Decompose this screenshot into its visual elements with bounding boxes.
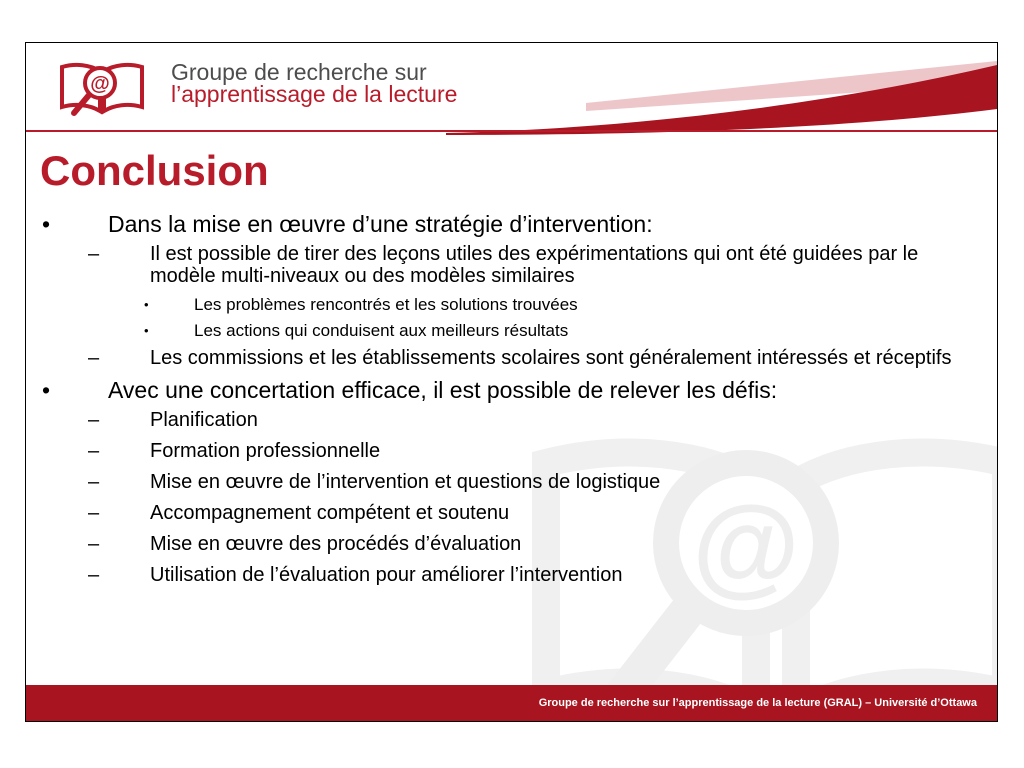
bullet-text: Les actions qui conduisent aux meilleurs résultats	[194, 321, 569, 340]
bullet-marker: •	[144, 323, 149, 338]
bullet-level2	[26, 440, 986, 462]
svg-text:@: @	[692, 484, 800, 607]
bullet-marker: –	[88, 347, 100, 369]
bullet-text: Les problèmes rencontrés et les solutions trouvées	[194, 295, 578, 314]
slide	[25, 42, 998, 722]
bullet-text: Dans la mise en œuvre d’une stratégie d’intervention:	[108, 211, 653, 237]
bullet-marker: •	[42, 211, 51, 237]
bullet-marker: –	[88, 564, 100, 586]
organization-name-line2: l’apprentissage de la lecture	[171, 81, 458, 107]
slide-title: Conclusion	[40, 147, 269, 194]
bullet-marker: –	[88, 243, 100, 265]
bullet-marker: •	[42, 377, 51, 403]
bullet-list	[26, 211, 986, 595]
bullet-marker: –	[88, 471, 100, 493]
bullet-level2	[26, 243, 986, 287]
bullet-level1	[26, 211, 986, 237]
bullet-text: Formation professionnelle	[150, 440, 381, 462]
bullet-level2	[26, 564, 986, 586]
bullet-level3	[26, 321, 986, 341]
bullet-text: Utilisation de l’évaluation pour améliorer l’intervention	[150, 564, 623, 586]
bullet-level2	[26, 409, 986, 431]
footer-bar	[26, 685, 997, 721]
bullet-level2	[26, 471, 986, 493]
bullet-marker: –	[88, 533, 100, 555]
bullet-text: Il est possible de tirer des leçons utiles des expérimentations qui ont été guidées par le modèle multi-niveaux ou des modèles similaires	[150, 243, 919, 287]
svg-text:@: @	[90, 73, 110, 95]
footer-text: Groupe de recherche sur l’apprentissage de la lecture (GRAL) – Université d’Ottawa	[538, 697, 977, 709]
gral-logo-icon	[54, 55, 150, 121]
bullet-text: Planification	[150, 409, 258, 431]
bullet-level2	[26, 533, 986, 555]
bullet-marker: –	[88, 409, 100, 431]
bullet-text: Avec une concertation efficace, il est possible de relever les défis:	[108, 377, 778, 403]
bullet-level2	[26, 347, 986, 369]
bullet-level1	[26, 377, 986, 403]
bullet-level3	[26, 295, 986, 315]
bullet-marker: –	[88, 440, 100, 462]
bullet-marker: •	[144, 297, 149, 312]
organization-name	[171, 61, 457, 105]
organization-name-line1: Groupe de recherche sur	[171, 59, 427, 85]
bullet-marker: –	[88, 502, 100, 524]
bullet-text: Mise en œuvre des procédés d’évaluation	[150, 533, 522, 555]
bullet-text: Les commissions et les établissements scolaires sont généralement intéressés et réceptifs	[150, 347, 952, 369]
bullet-level2	[26, 502, 986, 524]
bullet-text: Mise en œuvre de l’intervention et questions de logistique	[150, 471, 661, 493]
bullet-text: Accompagnement compétent et soutenu	[150, 502, 510, 524]
